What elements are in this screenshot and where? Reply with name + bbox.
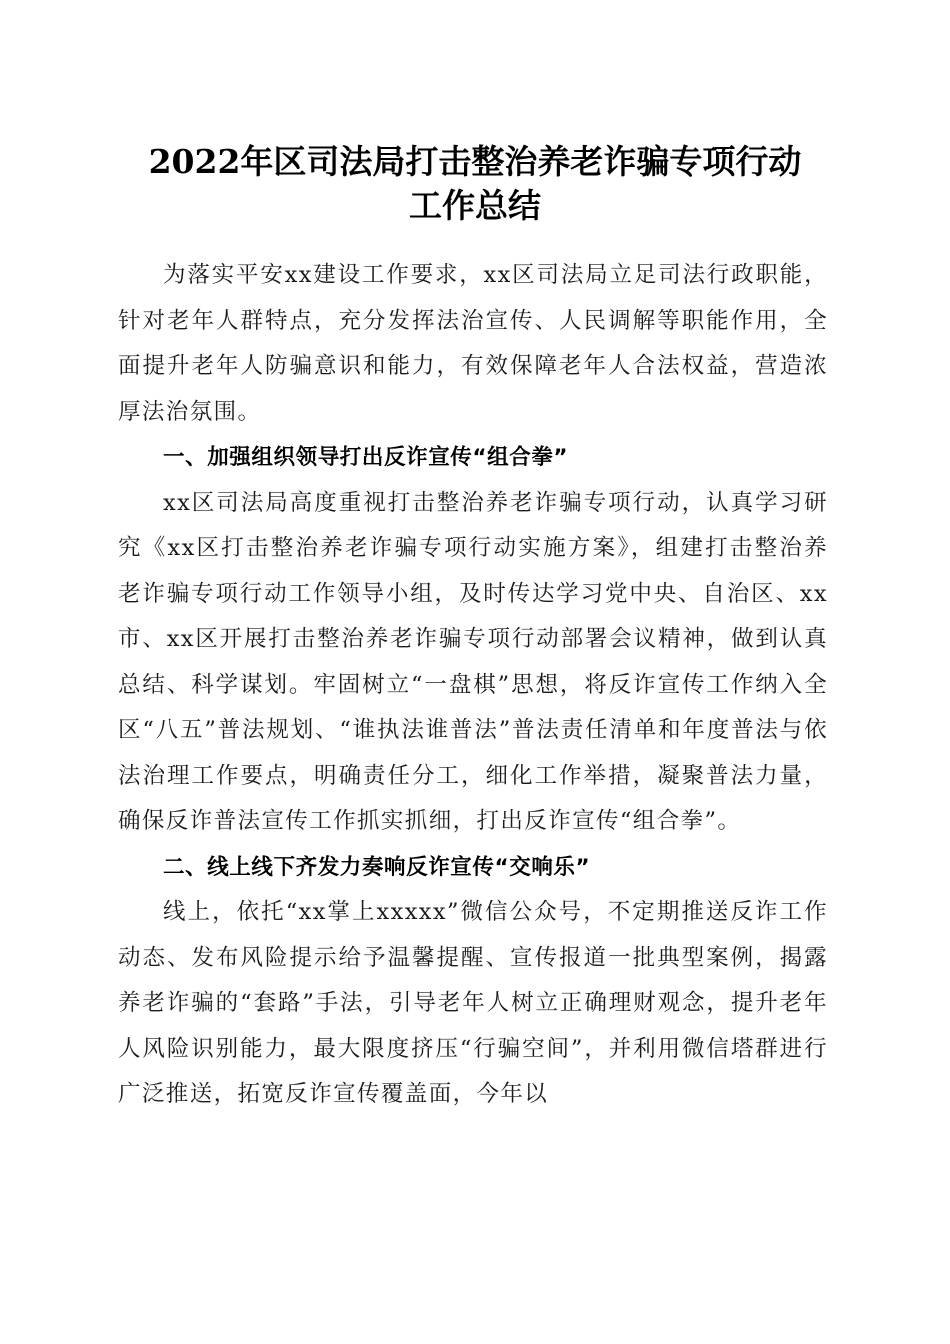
document-title-line-2: 工作总结 [409, 186, 541, 225]
document-body [118, 253, 828, 1118]
section-2-heading: 二、线上线下齐发力奏响反诈宣传“交响乐” [163, 854, 591, 880]
section-2-paragraph: 线上，依托“xx掌上xxxxx”微信公众号，不定期推送反诈工作动态、发布风险提示给予温馨提醒、宣传报道一批典型案例，揭露养老诈骗的“套路”手法，引导老年人树立正确理财观念，提升老年人风险识别能力，最大限度挤压“行骗空间”，并利用微信塔群进行广泛推送，拓宽反诈宣传覆盖面，今年以 [118, 899, 828, 1107]
intro-paragraph: 为落实平安xx建设工作要求，xx区司法局立足司法行政职能，针对老年人群特点，充分发挥法治宣传、人民调解等职能作用，全面提升老年人防骗意识和能力，有效保障老年人合法权益，营造浓厚法治氛围。 [118, 262, 828, 425]
section-1-heading: 一、加强组织领导打出反诈宣传“组合拳” [163, 445, 569, 470]
section-1-paragraph: xx区司法局高度重视打击整治养老诈骗专项行动，认真学习研究《xx区打击整治养老诈骗专项行动实施方案》，组建打击整治养老诈骗专项行动工作领导小组，及时传达学习党中央、自治区、xx市、xx区开展打击整治养老诈骗专项行动部署会议精神，做到认真总结、科学谋划。牢固树立“一盘棋”思想，将反诈宣传工作纳入全区“八五”普法规划、“谁执法谁普法”普法责任清单和年度普法与依法治理工作要点，明确责任分工，细化工作举措，凝聚普法力量，确保反诈普法宣传工作抓实抓细，打出反诈宣传“组合拳”。 [118, 489, 828, 834]
document-title-line-1: 2022年区司法局打击整治养老诈骗专项行动 [148, 142, 802, 181]
